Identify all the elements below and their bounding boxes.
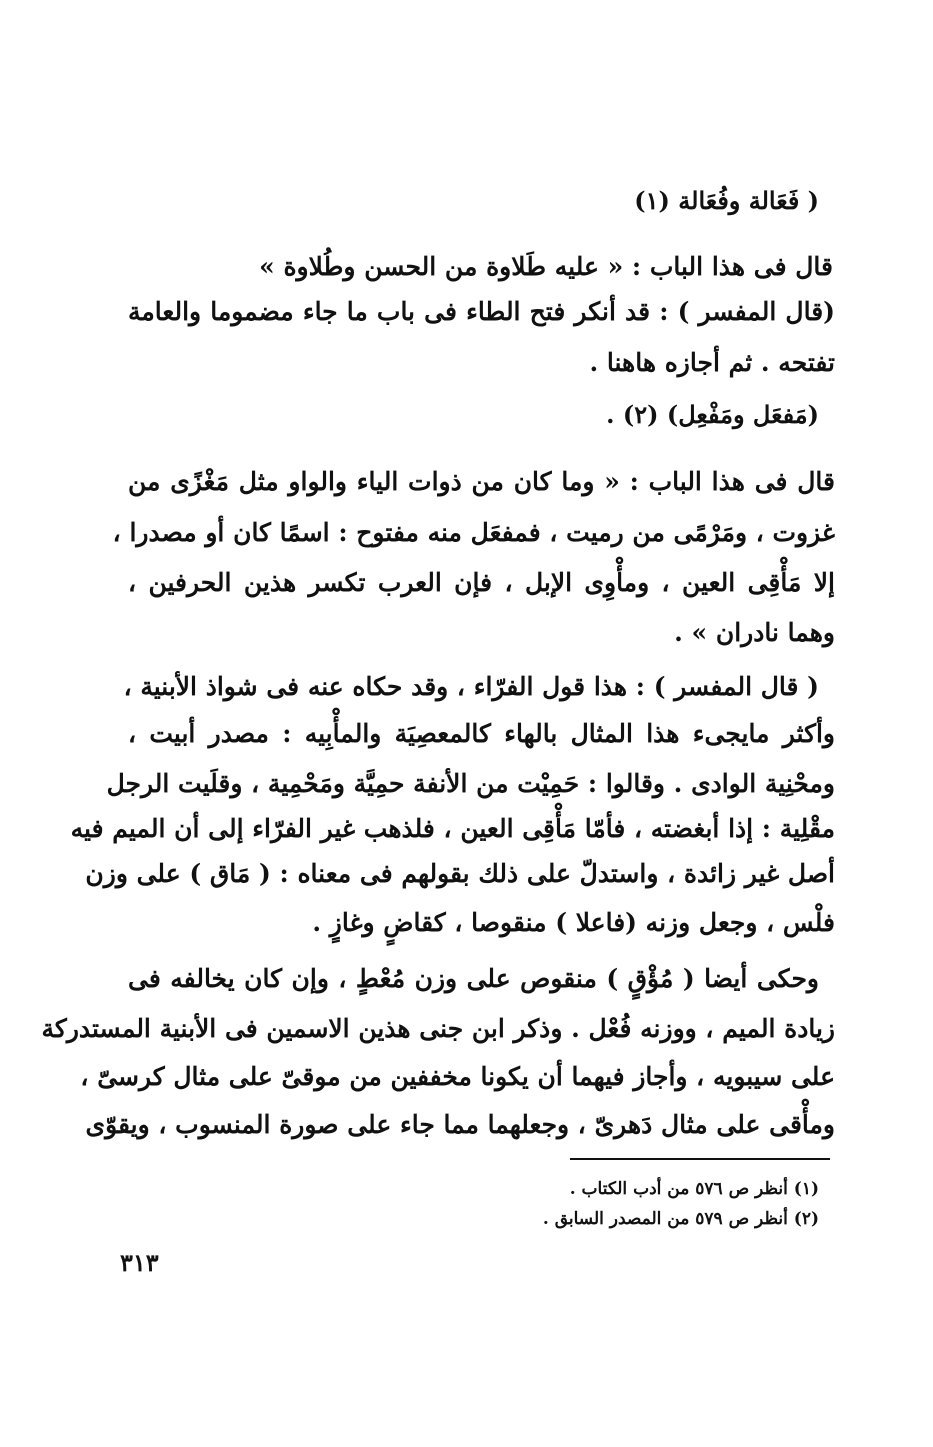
- text-line: أصل غير زائدة ، واستدلّ على ذلك بقولهم فى معناه : ( مَاق ) على وزن: [85, 859, 835, 888]
- text-line: تفتحه . ثم أجازه هاهنا .: [589, 348, 835, 377]
- text-line: على سيبويه ، وأجاز فيهما أن يكونا مخففين من موقىّ على مثال كرسىّ ،: [80, 1062, 835, 1091]
- text-line: إلا مَأْقِى العين ، ومأْوِى الإبل ، فإن العرب تكسر هذين الحرفين ،: [128, 568, 835, 597]
- footnote-1: (١) أنظر ص ٥٧٦ من أدب الكتاب .: [569, 1179, 819, 1199]
- text-line: ومحْنِية الوادى . وقالوا : حَمِيْت من الأنفة حمِيَّة ومَحْمِية ، وقلَيت الرجل: [106, 769, 835, 798]
- text-line: فلْس ، وجعل وزنه (فاعلا ) منقوصا ، كقاضٍ وغازٍ .: [312, 908, 835, 937]
- text-line: (قال المفسر ) : قد أنكر فتح الطاء فى باب ما جاء مضموما والعامة: [128, 297, 835, 326]
- text-line: غزوت ، ومَرْمًى من رميت ، فمفعَل منه مفتوح : اسمًا كان أو مصدرا ،: [112, 518, 835, 547]
- text-line: ( قال المفسر ) : هذا قول الفرّاء ، وقد حكاه عنه فى شواذ الأبنية ،: [123, 672, 819, 701]
- footnote-separator: [570, 1158, 830, 1160]
- text-line: ومأْقى على مثال دَهرىّ ، وجعلهما مما جاء على صورة المنسوب ، ويقوّى: [85, 1110, 835, 1139]
- footnote-2: (٢) أنظر ص ٥٧٩ من المصدر السابق .: [542, 1209, 819, 1229]
- text-line: قال فى هذا الباب : « وما كان من ذوات الياء والواو مثل مَغْزًى من: [128, 467, 835, 496]
- text-line: مقْلِية : إذا أبغضته ، فأمّا مَأْقِى العين ، فلذهب غير الفرّاء إلى أن الميم فيه: [70, 814, 835, 843]
- section-heading-mafal: (مَفعَل ومَفْعِل) (٢) .: [606, 400, 819, 429]
- section-heading-faala: ( فَعَالة وفُعَالة (١): [634, 186, 819, 215]
- text-line: زيادة الميم ، ووزنه فُعْل . وذكر ابن جنى هذين الاسمين فى الأبنية المستدركة: [41, 1014, 835, 1043]
- text-line: وهما نادران » .: [674, 618, 835, 647]
- text-line: وأكثر مايجىء هذا المثال بالهاء كالمعصِيَة والمأْبِيه : مصدر أبيت ،: [128, 719, 835, 748]
- text-line: وحكى أيضا ( مُؤْقٍ ) منقوص على وزن مُعْطٍ ، وإن كان يخالفه فى: [128, 964, 819, 993]
- page-number: ٣١٣: [120, 1248, 159, 1277]
- text-line: قال فى هذا الباب : « عليه طَلاوة من الحسن وطُلاوة »: [259, 252, 833, 281]
